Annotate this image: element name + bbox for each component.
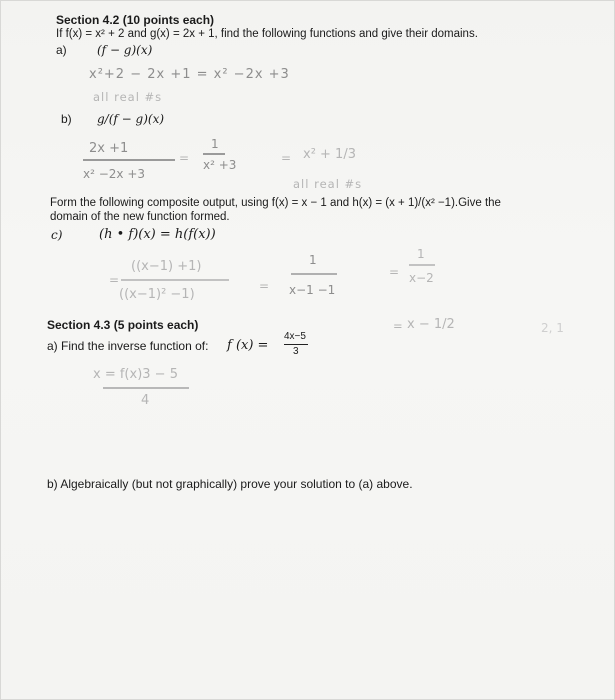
inverse-function-fraction-bar (284, 344, 308, 345)
composite-prompt-line1: Form the following composite output, using f(x) = x − 1 and h(x) = (x + 1)/(x² −1).Give the (50, 197, 501, 209)
handwritten-c-frac3-numerator: 1 (417, 247, 425, 261)
handwritten-c-frac3-denominator: x−2 (409, 271, 434, 285)
handwritten-4-3-denominator: 4 (141, 393, 150, 408)
handwritten-c-equals-0: = (109, 273, 120, 287)
handwritten-c-frac2-numerator: 1 (309, 253, 317, 267)
handwritten-b-denominator: x² −2x +3 (83, 167, 146, 181)
handwritten-c-equals-3: = (393, 319, 403, 333)
handwritten-answer-a: x²+2 − 2x +1 = x² −2x +3 (89, 67, 290, 82)
handwritten-c-fraction-bar (121, 279, 229, 281)
handwritten-c-scribble: 2, 1 (541, 321, 564, 335)
handwritten-b-equals-2: = (281, 151, 292, 165)
part-b-expression: g/(f − g)(x) (97, 112, 165, 126)
handwritten-b-frac2-bar (203, 153, 225, 155)
handwritten-c-frac2-denominator: x−1 −1 (289, 283, 336, 297)
inverse-function-numerator: 4x−5 (284, 331, 306, 342)
part-b-label: b) (61, 112, 72, 126)
handwritten-c-expression-4: x − 1/2 (407, 317, 455, 332)
section-4-2-prompt: If f(x) = x² + 2 and g(x) = 2x + 1, find the following functions and give their domains. (56, 28, 478, 40)
handwritten-b-frac2-denominator: x² +3 (203, 158, 237, 172)
handwritten-c-numerator: ((x−1) +1) (131, 259, 202, 274)
inverse-function-lhs: f (x) = (227, 338, 269, 353)
handwritten-c-denominator: ((x−1)² −1) (119, 287, 195, 302)
section-4-3-part-a: a) Find the inverse function of: (47, 339, 209, 353)
handwritten-b-fraction-bar (83, 159, 175, 161)
composite-prompt-line2: domain of the new function formed. (50, 211, 230, 223)
part-a-expression: (f − g)(x) (97, 43, 153, 57)
section-4-3-title: Section 4.3 (5 points each) (47, 318, 199, 332)
handwritten-b-frac2-numerator: 1 (211, 137, 219, 151)
handwritten-domain-b: all real #s (293, 177, 363, 191)
handwritten-c-equals-2: = (389, 265, 400, 279)
inverse-function-denominator: 3 (293, 346, 299, 357)
section-4-3-part-b: b) Algebraically (but not graphically) prove your solution to (a) above. (47, 477, 413, 491)
part-c-expression: (h • f)(x) = h(f(x)) (99, 227, 216, 242)
handwritten-c-frac3-bar (409, 264, 435, 266)
section-4-2-title: Section 4.2 (10 points each) (56, 13, 215, 27)
handwritten-b-equals-1: = (179, 151, 190, 165)
handwritten-4-3-numerator: x = f(x)3 − 5 (93, 367, 178, 382)
handwritten-4-3-fraction-bar (103, 387, 189, 389)
part-a-label: a) (56, 43, 67, 57)
handwritten-c-frac2-bar (291, 273, 337, 275)
handwritten-c-equals-1: = (259, 279, 270, 293)
handwritten-b-expression-3: x² + 1/3 (303, 147, 356, 162)
handwritten-domain-a: all real #s (93, 90, 163, 104)
part-c-label: c) (51, 228, 63, 242)
handwritten-b-numerator: 2x +1 (89, 141, 129, 156)
